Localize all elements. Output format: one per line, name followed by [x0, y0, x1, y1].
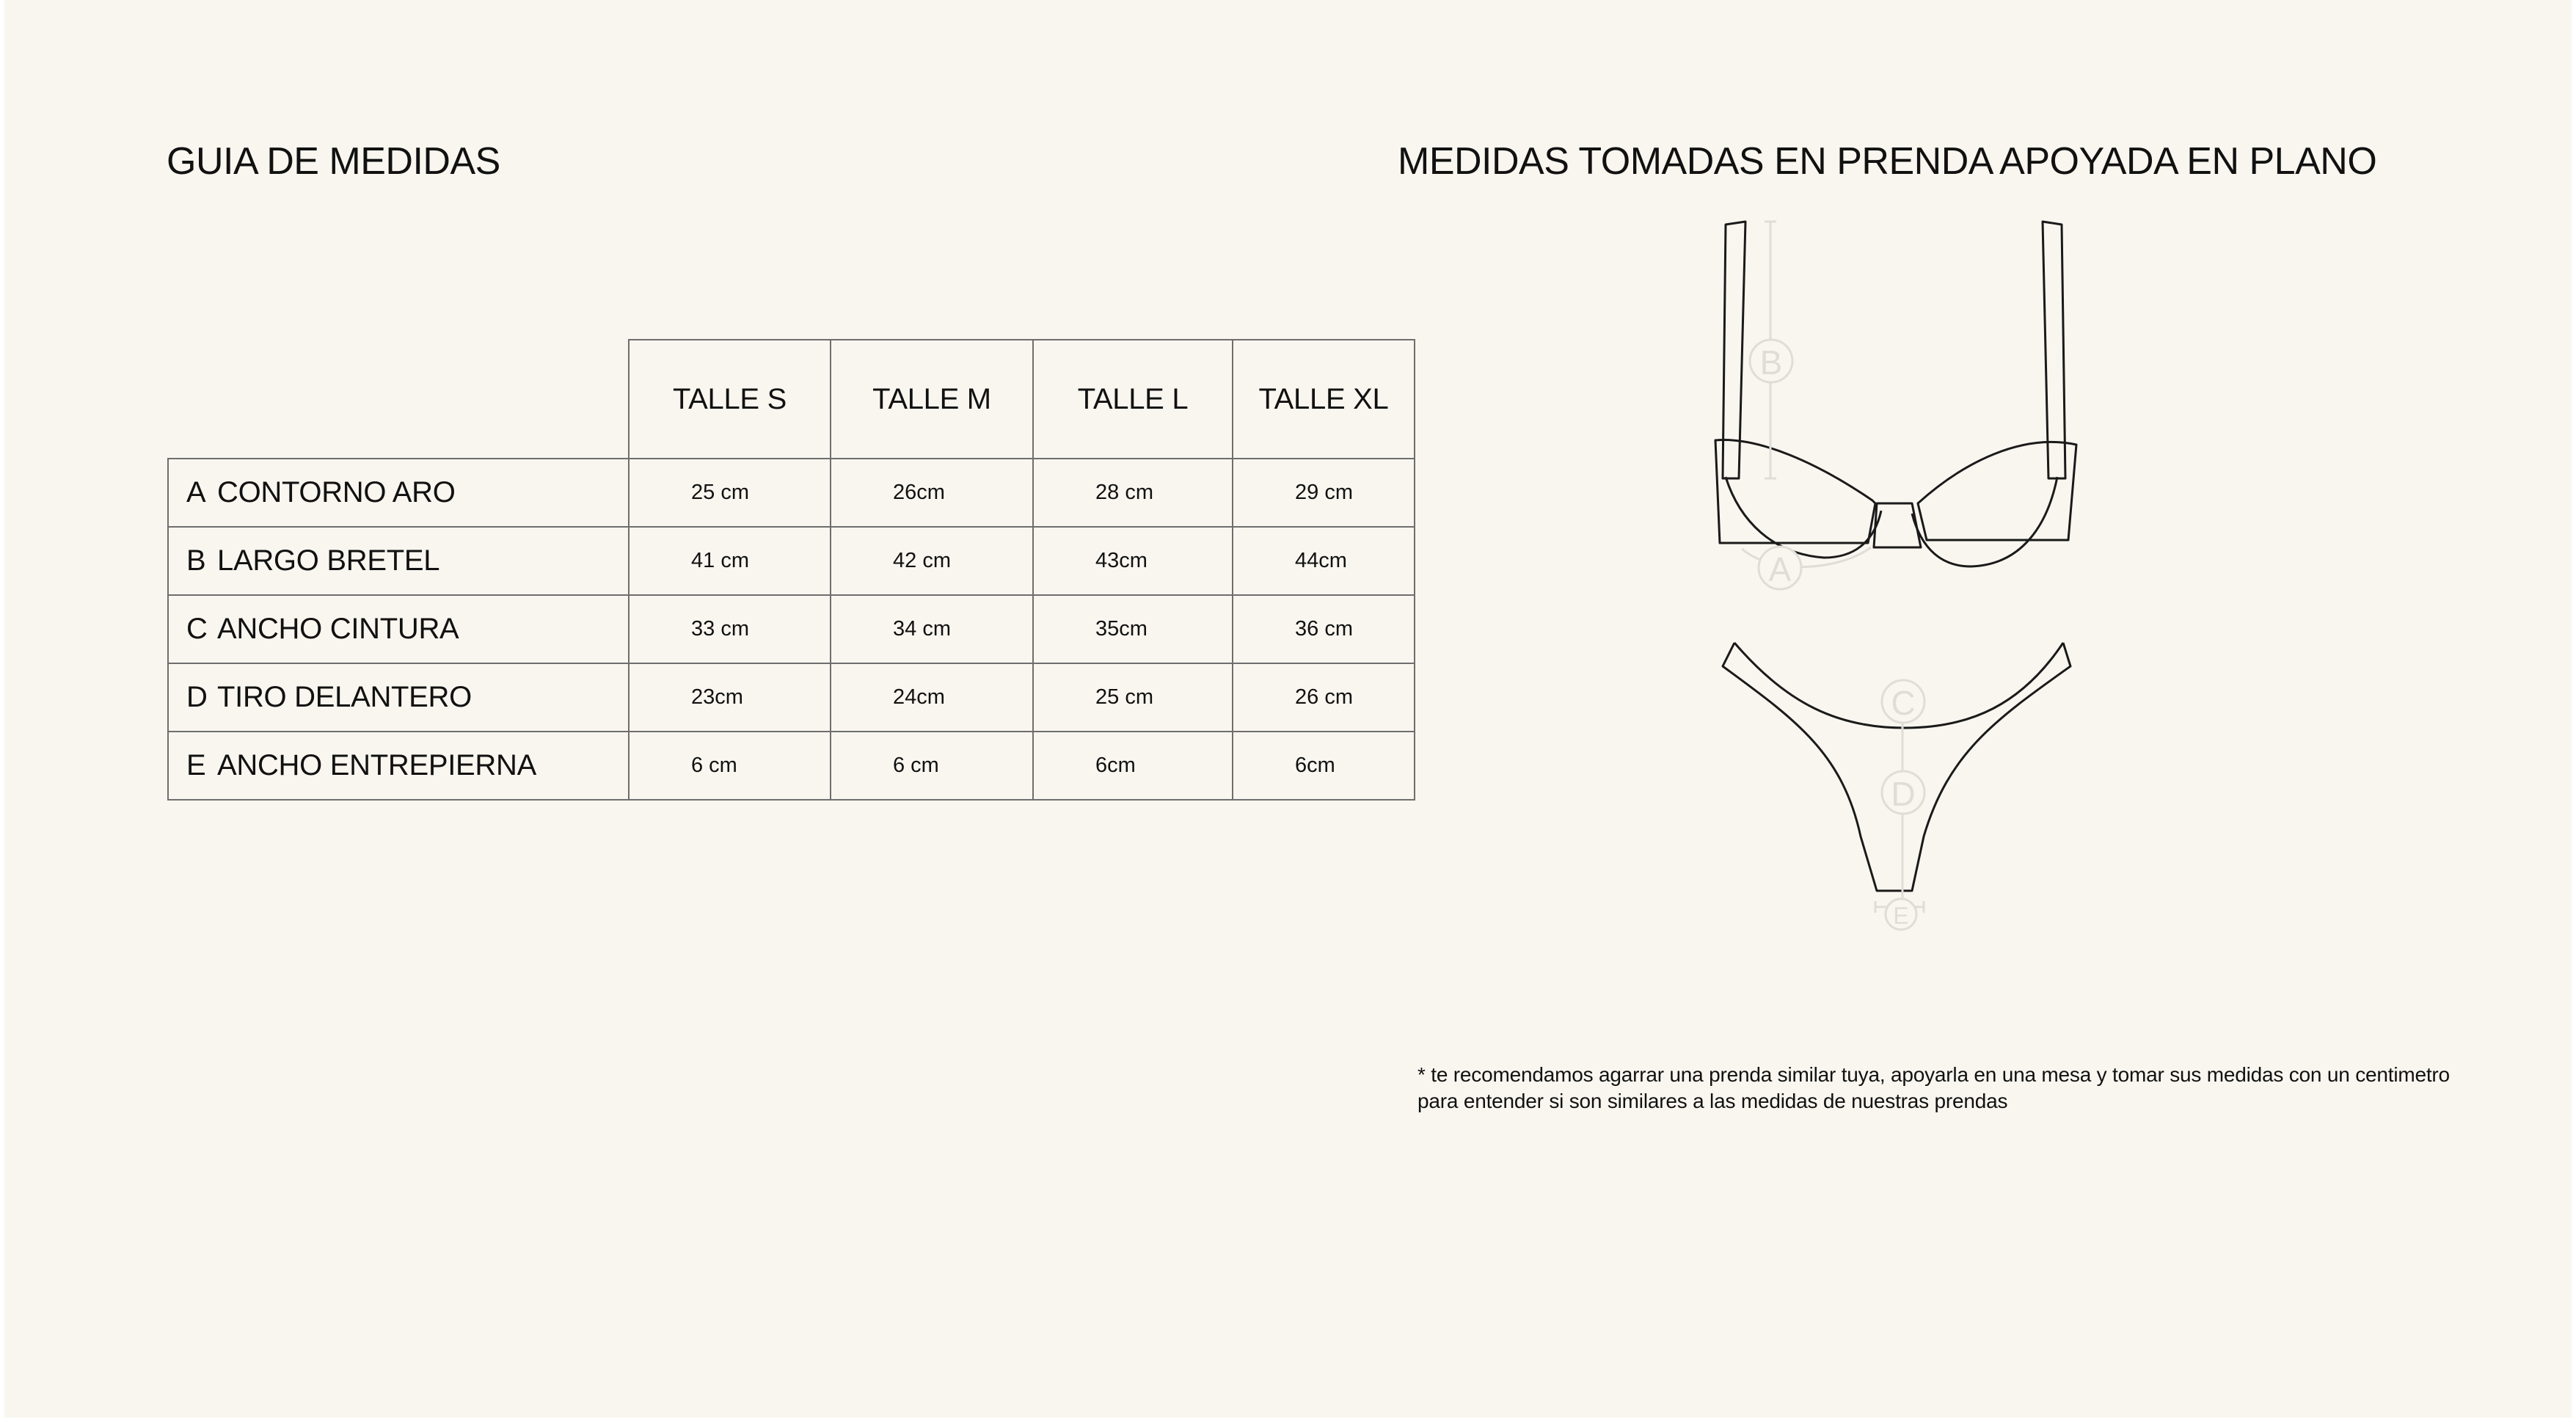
value-cell: 33 cm: [629, 595, 831, 663]
table-row: [168, 663, 1415, 732]
value-cell: 42 cm: [831, 527, 1033, 595]
note-line-1: * te recomendamos agarrar una prenda similar tuya, apoyarla en una mesa y tomar sus medidas con un centimetro: [1417, 1063, 2450, 1086]
measurement-letter: B: [186, 544, 206, 577]
header-size-m: TALLE M: [831, 340, 1033, 459]
value-cell: 26 cm: [1233, 663, 1415, 732]
measurement-label: [168, 527, 629, 595]
value-cell: 6cm: [1233, 732, 1415, 800]
measurement-letter: A: [186, 476, 206, 508]
table-row: [168, 732, 1415, 800]
value-cell: 34 cm: [831, 595, 1033, 663]
size-guide-title: GUIA DE MEDIDAS: [167, 140, 500, 183]
measurement-note: [1417, 1062, 2547, 1115]
measurement-label: [168, 459, 629, 527]
table-row: [168, 595, 1415, 663]
table-row: [168, 459, 1415, 527]
measurement-markers: [1750, 340, 1924, 930]
measurement-name: ANCHO ENTREPIERNA: [217, 749, 536, 781]
marker-e-label: E: [1893, 903, 1909, 929]
header-size-l: TALLE L: [1033, 340, 1233, 459]
size-table: [167, 339, 1415, 801]
bikini-bottom-outline: [1723, 643, 2070, 891]
bikini-measurement-diagram: [1685, 213, 2110, 939]
bottom-outer-edge: [1723, 643, 2070, 891]
right-band: [1918, 442, 2076, 540]
value-cell: 35cm: [1033, 595, 1233, 663]
value-cell: 25 cm: [629, 459, 831, 527]
header-blank-cell: [168, 340, 629, 459]
marker-a-label: A: [1768, 550, 1792, 588]
center-gore: [1874, 503, 1921, 547]
value-cell: 6cm: [1033, 732, 1233, 800]
value-cell: 24cm: [831, 663, 1033, 732]
value-cell: 25 cm: [1033, 663, 1233, 732]
value-cell: 43cm: [1033, 527, 1233, 595]
measurement-name: LARGO BRETEL: [217, 544, 440, 577]
measurement-name: TIRO DELANTERO: [217, 681, 472, 713]
measurement-letter: C: [186, 613, 208, 645]
flat-measurement-title: MEDIDAS TOMADAS EN PRENDA APOYADA EN PLANO: [1398, 140, 2377, 183]
measurement-label: [168, 732, 629, 800]
value-cell: 28 cm: [1033, 459, 1233, 527]
header-size-s: TALLE S: [629, 340, 831, 459]
measurement-name: ANCHO CINTURA: [217, 613, 459, 645]
value-cell: 36 cm: [1233, 595, 1415, 663]
measurement-label: [168, 595, 629, 663]
measurement-label: [168, 663, 629, 732]
table-row: [168, 527, 1415, 595]
marker-d-label: D: [1891, 775, 1916, 813]
note-line-2: para entender si son similares a las medidas de nuestras prendas: [1417, 1090, 2008, 1112]
measurement-letter: E: [186, 749, 206, 781]
value-cell: 23cm: [629, 663, 831, 732]
marker-c-label: C: [1891, 684, 1916, 722]
value-cell: 44cm: [1233, 527, 1415, 595]
value-cell: 6 cm: [629, 732, 831, 800]
size-guide-page: [4, 0, 2572, 1418]
value-cell: 41 cm: [629, 527, 831, 595]
header-size-xl: TALLE XL: [1233, 340, 1415, 459]
measurement-letter: D: [186, 681, 208, 713]
left-cup: [1726, 477, 1881, 558]
value-cell: 26cm: [831, 459, 1033, 527]
size-header-row: [168, 340, 1415, 459]
measurement-name: CONTORNO ARO: [217, 476, 456, 508]
right-strap: [2043, 222, 2065, 478]
marker-b-label: B: [1759, 343, 1783, 382]
value-cell: 29 cm: [1233, 459, 1415, 527]
value-cell: 6 cm: [831, 732, 1033, 800]
